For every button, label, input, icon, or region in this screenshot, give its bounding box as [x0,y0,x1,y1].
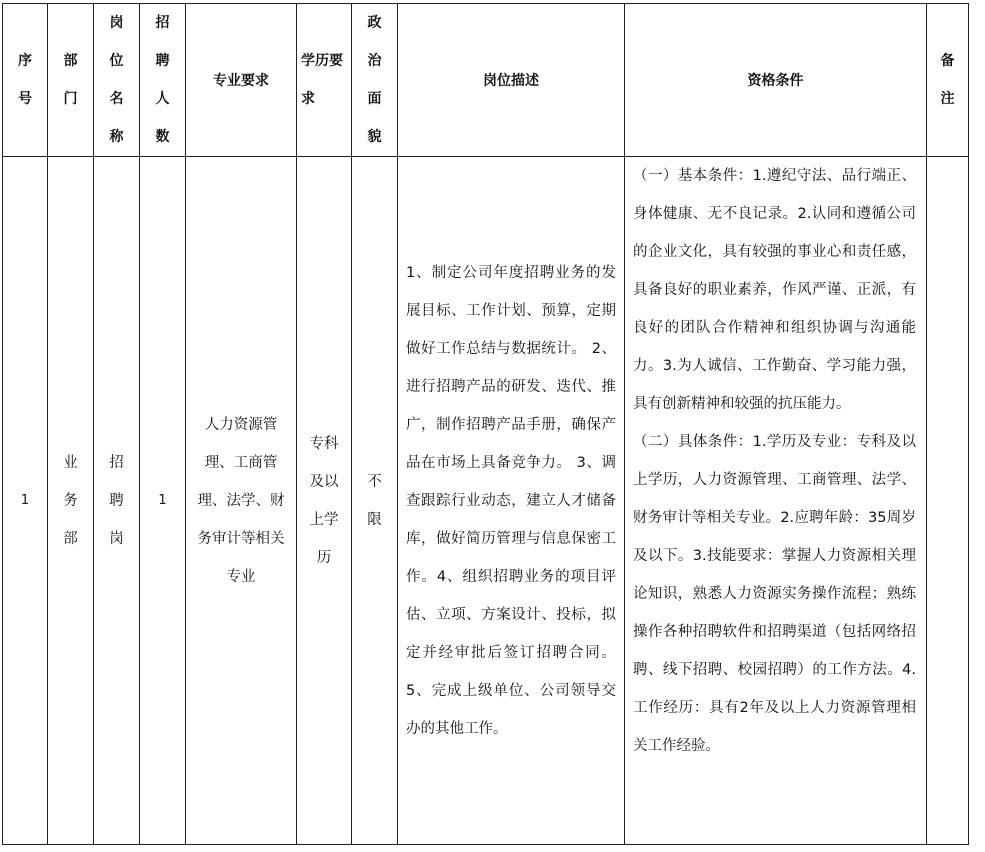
cell-desc: 1、制定公司年度招聘业务的发展目标、工作计划、预算，定期做好工作总结与数据统计。 2、进行招聘产品的研发、迭代、推广，制作招聘产品手册，确保产品在市场上具备竞争力。 3、调查跟踪行业动态，建立人才储备库，做好简历管理与信息保密工作。4、组织招聘业务的项目评估、立项、方案设计、投标，拟定并经审批后签订招聘合同。 5、完成上级单位、公司领导交办的其他工作。 [398,157,625,845]
cell-position: 招聘岗 [94,157,140,845]
header-row [3,4,969,157]
cell-edu: 专科及以上学历 [297,157,352,845]
header-political: 政 治 面 貌 [352,4,398,157]
header-major: 专业要求 [186,4,297,157]
header-position: 岗 位 名 称 [94,4,140,157]
cell-major: 人力资源管理、工商管理、法学、财务审计等相关专业 [186,157,297,845]
qual-basic: （一）基本条件：1.遵纪守法、品行端正、身体健康、无不良记录。2.认同和遵循公司的企业文化，具有较强的事业心和责任感，具备良好的职业素养，作风严谨、正派，有良好的团队合作精神和组织协调与沟通能力。3.为人诚信、工作勤奋、学习能力强，具有创新精神和较强的抗压能力。 [633,168,916,412]
header-qual: 资格条件 [625,4,927,157]
header-count: 招 聘 人 数 [140,4,186,157]
table-row [3,157,969,845]
cell-remark [927,157,969,845]
recruitment-table [2,3,969,845]
header-desc: 岗位描述 [398,4,625,157]
cell-count: 1 [140,157,186,845]
qual-specific: （二）具体条件：1.学历及专业：专科及以上学历，人力资源管理、工商管理、法学、财务审计等相关专业。2.应聘年龄：35周岁及以下。3.技能要求：掌握人力资源相关理论知识，熟悉人力资源实务操作流程；熟练操作各种招聘软件和招聘渠道（包括网络招聘、线下招聘、校园招聘）的工作方法。4.工作经历：具有2年及以上人力资源管理相关工作经验。 [633,434,916,754]
cell-political: 不限 [352,157,398,845]
header-seq: 序 号 [3,4,48,157]
header-edu: 学历要求 [297,4,352,157]
cell-qual [625,157,927,845]
header-dept: 部 门 [48,4,94,157]
header-remark: 备 注 [927,4,969,157]
cell-dept: 业务部 [48,157,94,845]
cell-seq: 1 [3,157,48,845]
